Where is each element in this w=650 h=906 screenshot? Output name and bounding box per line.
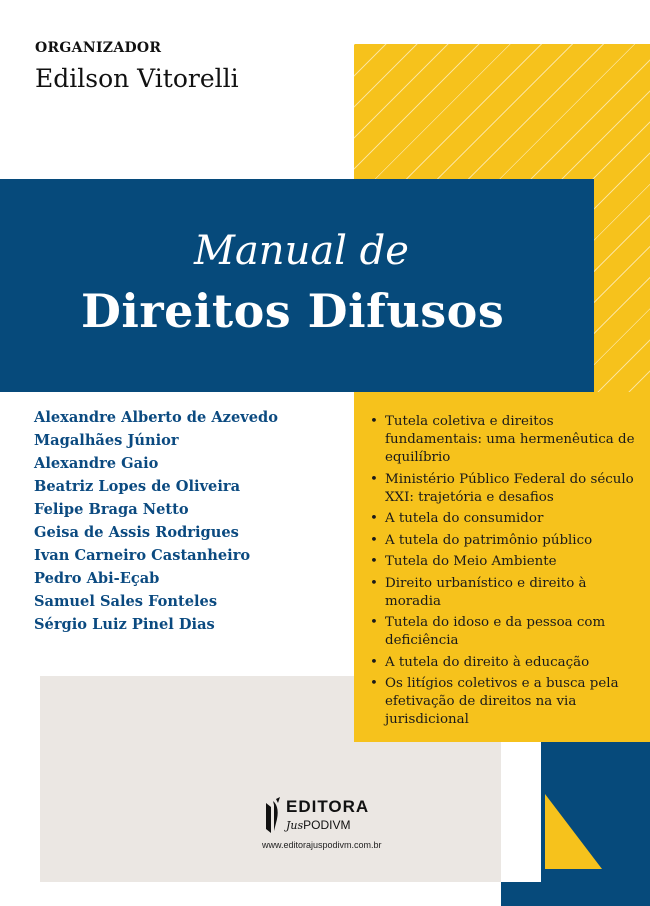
author-name: Sérgio Luiz Pinel Dias <box>34 616 215 633</box>
topic-item: • Tutela do Meio Ambiente <box>370 553 640 571</box>
topic-item: • Ministério Público Federal do século XXI: trajetória e desafios <box>370 471 640 507</box>
organizer-label: ORGANIZADOR <box>35 40 162 56</box>
topics-list <box>370 413 640 733</box>
corner-decoration <box>501 742 650 906</box>
author-name: Alexandre Alberto de Azevedo Magalhães Júnior <box>34 409 278 449</box>
title-line-1: Manual de <box>194 228 409 274</box>
publisher-subname <box>286 818 350 832</box>
publisher-podivm: PODIVM <box>303 818 351 832</box>
author-name: Felipe Braga Netto <box>34 501 189 518</box>
publisher-logo <box>262 797 392 857</box>
author-name: Ivan Carneiro Castanheiro <box>34 547 251 564</box>
author-name: Samuel Sales Fonteles <box>34 593 218 610</box>
author-name: Geisa de Assis Rodrigues <box>34 524 239 541</box>
topic-item: • Direito urbanístico e direito à moradia <box>370 575 640 611</box>
book-title: Direitos Difusos <box>81 284 505 338</box>
topic-item: • A tutela do patrimônio público <box>370 532 640 550</box>
publisher-jus: Jus <box>286 819 304 832</box>
organizer-name: Edilson Vitorelli <box>35 64 239 93</box>
author-name: Alexandre Gaio <box>34 455 159 472</box>
topic-item: • Tutela do idoso e da pessoa com deficiência <box>370 614 640 650</box>
author-name: Beatriz Lopes de Oliveira <box>34 478 241 495</box>
book-quill-logo-icon <box>262 797 282 835</box>
authors-list <box>34 406 344 636</box>
author-name: Pedro Abi-Eçab <box>34 570 160 587</box>
white-gap <box>501 742 541 882</box>
publisher-url: www.editorajuspodivm.com.br <box>262 840 382 850</box>
topic-item: • Os litígios coletivos e a busca pela efetivação de direitos na via jurisdicional <box>370 675 640 729</box>
topic-item: • A tutela do consumidor <box>370 510 640 528</box>
topic-item: • Tutela coletiva e direitos fundamentais: uma hermenêutica de equilíbrio <box>370 413 640 467</box>
topic-item: • A tutela do direito à educação <box>370 654 640 672</box>
publisher-name: EDITORA <box>286 797 370 816</box>
